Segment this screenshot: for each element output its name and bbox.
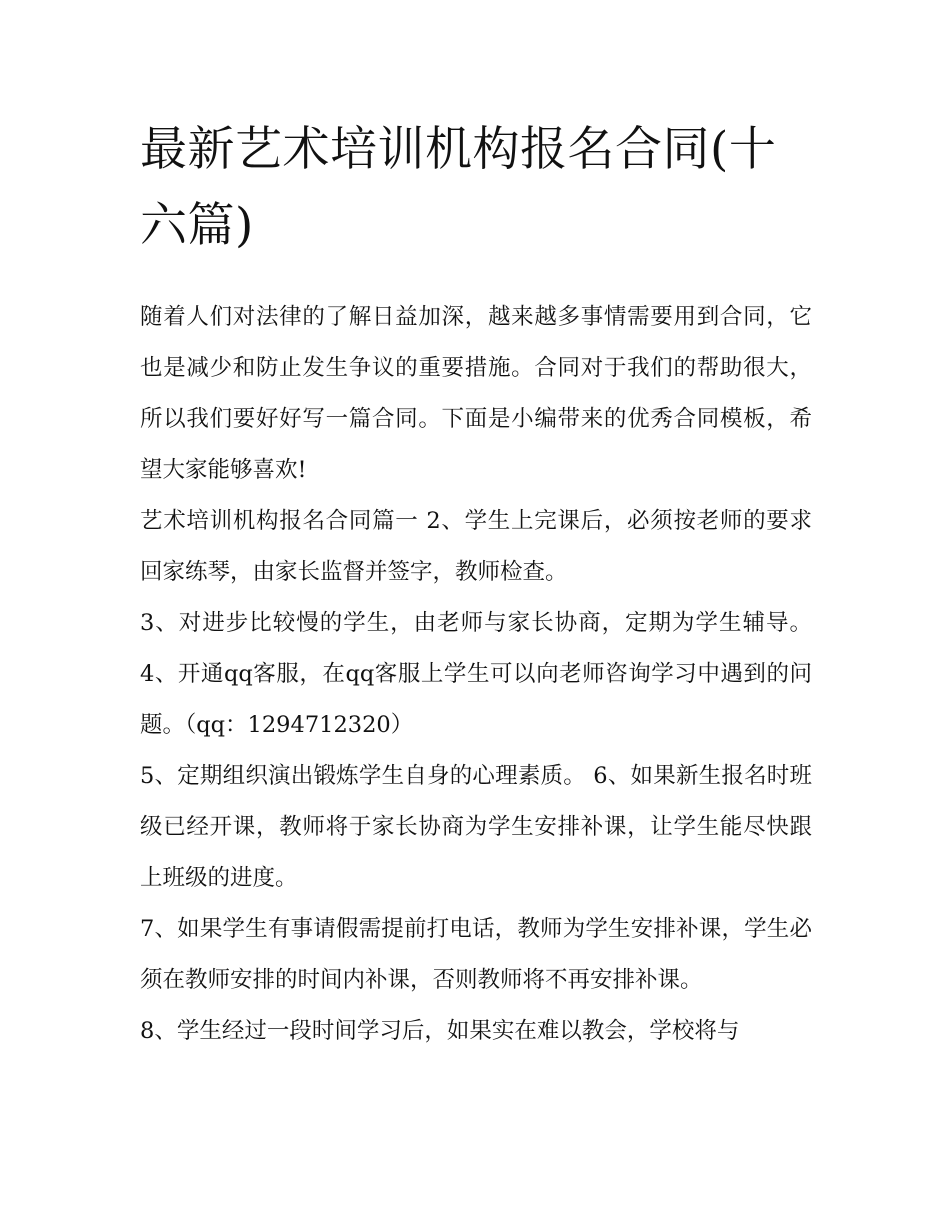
document-page <box>140 112 812 1057</box>
document-title: 最新艺术培训机构报名合同(十六篇) <box>140 122 777 253</box>
body-paragraph-3: 5、定期组织演出锻炼学生自身的心理素质。 6、如果新生报名时班级已经开课，教师将于家长协商为学生安排补课，让学生能尽快跟上班级的进度。 <box>140 763 812 891</box>
document-body <box>140 292 812 1057</box>
body-paragraph-1: 艺术培训机构报名合同篇一 2、学生上完课后，必须按老师的要求回家练琴，由家长监督并签字，教师检查。 <box>140 508 812 585</box>
intro-paragraph: 随着人们对法律的了解日益加深，越来越多事情需要用到合同，它也是减少和防止发生争议的重要措施。合同对于我们的帮助很大，所以我们要好好写一篇合同。下面是小编带来的优秀合同模板，希望大家能够喜欢! <box>140 304 812 483</box>
body-paragraph-5: 8、学生经过一段时间学习后，如果实在难以教会，学校将与 <box>140 1018 740 1044</box>
body-paragraph-2: 3、对进步比较慢的学生，由老师与家长协商，定期为学生辅导。 4、开通qq客服，在qq客服上学生可以向老师咨询学习中遇到的问题。（qq：1294712320） <box>140 610 812 738</box>
body-paragraph-4: 7、如果学生有事请假需提前打电话，教师为学生安排补课，学生必须在教师安排的时间内补课，否则教师将不再安排补课。 <box>140 916 812 993</box>
